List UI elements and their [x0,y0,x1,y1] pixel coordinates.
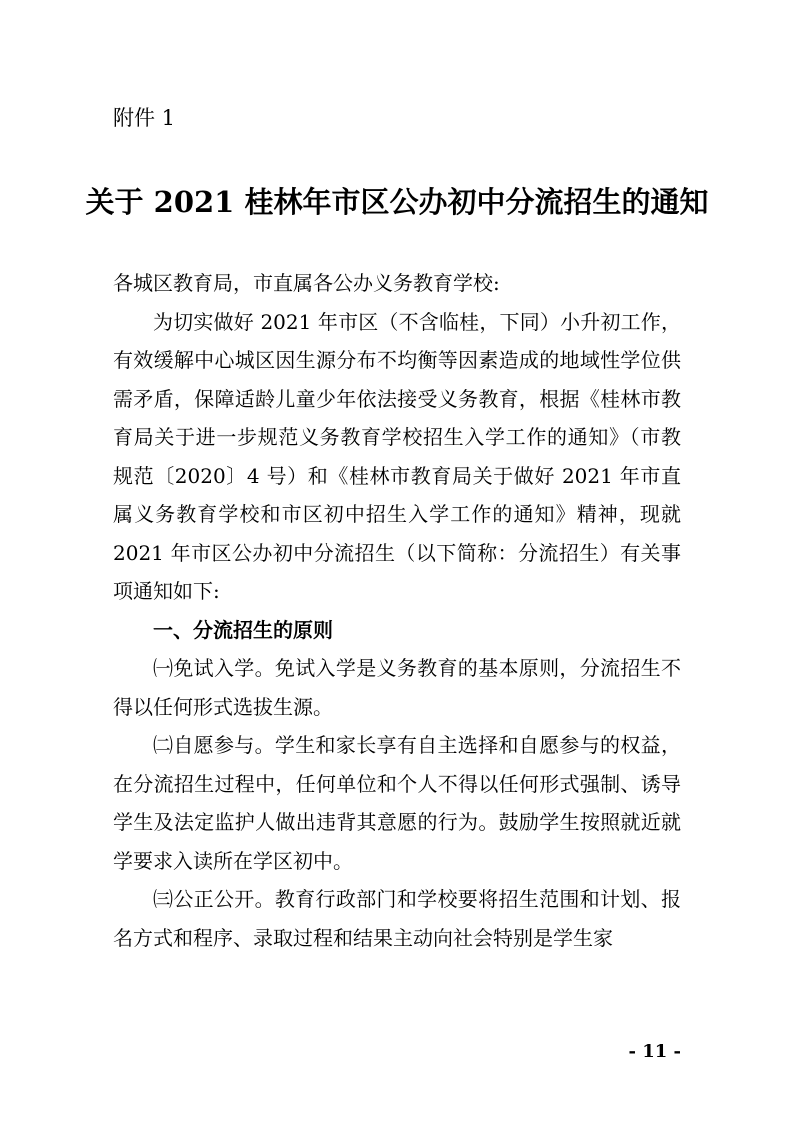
document-body [113,264,681,957]
section-heading: 一、分流招生的原则 [153,617,333,642]
page-number: - 11 - [628,1041,681,1062]
salutation: 各城区教育局，市直属各公办义务教育学校: [113,271,500,295]
intro-paragraph: 为切实做好 2021 年市区（不含临桂，下同）小升初工作，有效缓解中心城区因生源分布不均衡等因素造成的地域性学位供需矛盾，保障适龄儿童少年依法接受义务教育，根据《桂林市教育局关于进一步规范义务教育学校招生入学工作的通知》（市教规范〔2020〕4 号）和《桂林市教育局关于做好 2021 年市直属义务教育学校和市区初中招生入学工作的通知》精神，现就 2021 年市区公办初中分流招生（以下简称：分流招生）有关事项通知如下: [113,309,681,603]
attachment-label: 附件 1 [113,106,176,130]
document-title: 关于 2021 桂林年市区公办初中分流招生的通知 [85,185,709,219]
principle-item-1: ㈠免试入学。免试入学是义务教育的基本原则，分流招生不得以任何形式选拔生源。 [113,656,681,719]
principle-item-2: ㈡自愿参与。学生和家长享有自主选择和自愿参与的权益，在分流招生过程中，任何单位和个人不得以任何形式强制、诱导学生及法定监护人做出违背其意愿的行为。鼓励学生按照就近就学要求入读所在学区初中。 [113,733,681,873]
principle-item-3: ㈢公正公开。教育行政部门和学校要将招生范围和计划、报名方式和程序、录取过程和结果主动向社会特别是学生家 [113,887,681,950]
